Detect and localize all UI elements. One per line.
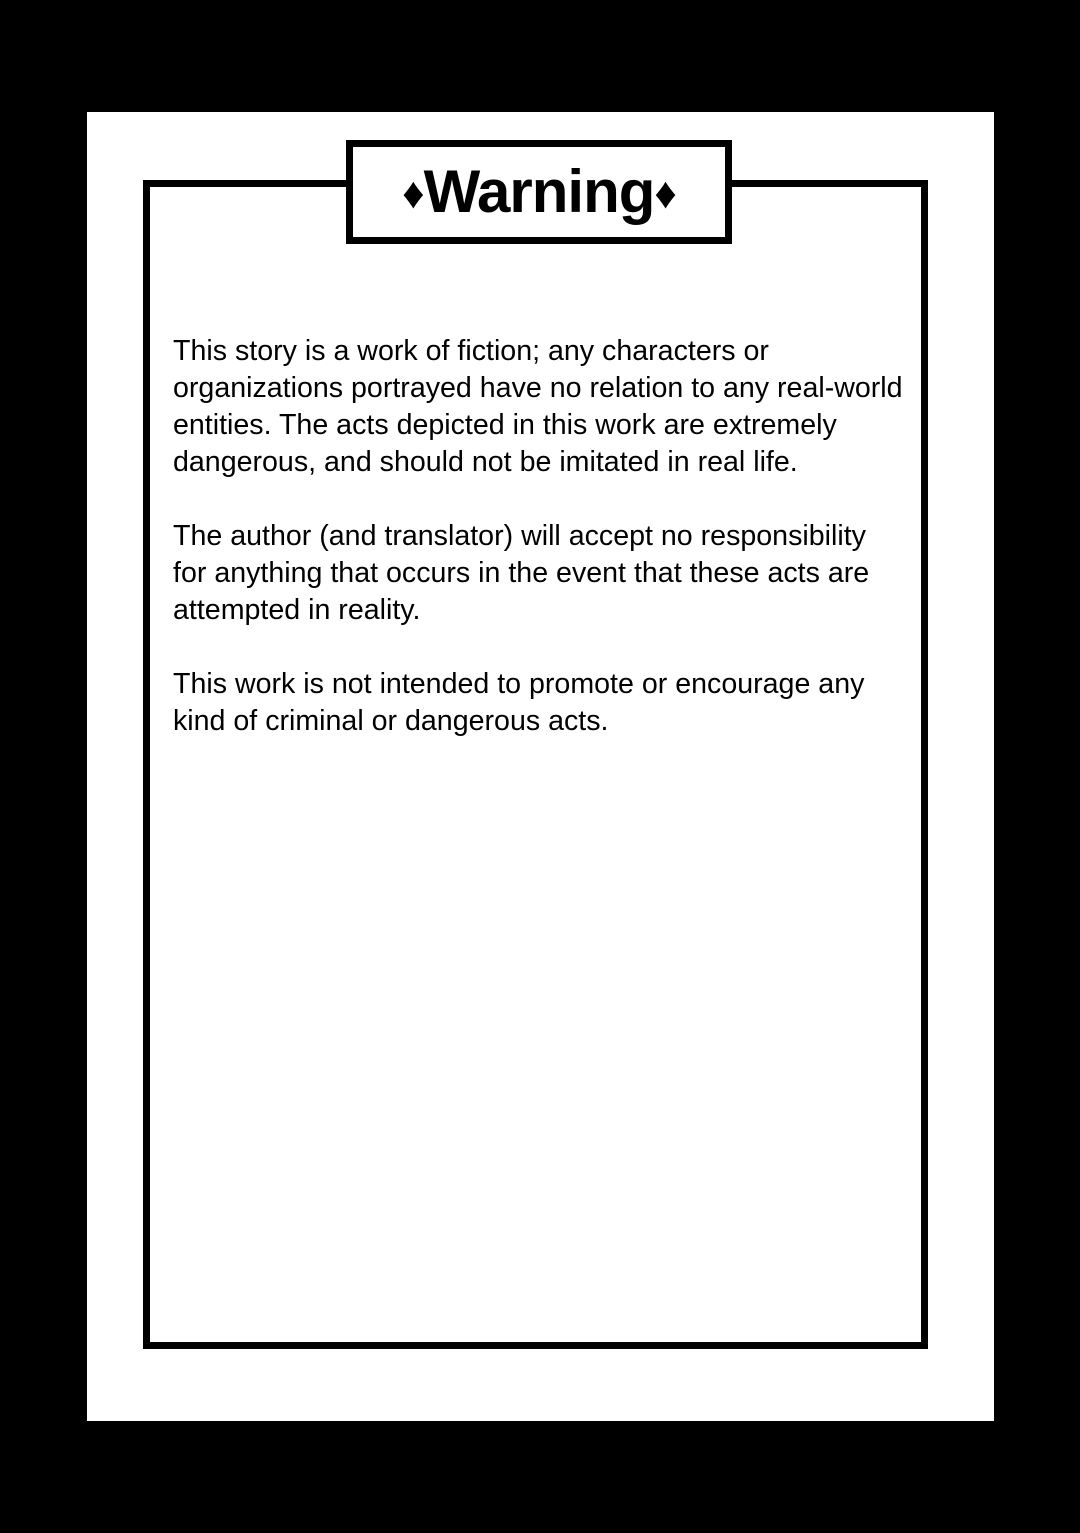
diamond-right-icon: ♦ xyxy=(654,169,676,218)
diamond-left-icon: ♦ xyxy=(402,169,424,218)
warning-body xyxy=(173,333,903,777)
responsibility-disclaimer-paragraph: The author (and translator) will accept no responsibility for anything that occurs in the event that these acts are attempted in reality. xyxy=(173,520,870,626)
warning-title-text: Warning xyxy=(423,158,655,225)
intent-disclaimer-paragraph: This work is not intended to promote or encourage any kind of criminal or dangerous acts. xyxy=(173,668,865,737)
warning-title xyxy=(402,158,676,225)
warning-title-box xyxy=(346,140,732,244)
fiction-disclaimer-paragraph: This story is a work of fiction; any characters or organizations portrayed have no relation to any real-world entities. The acts depicted in this work are extremely dangerous, and should not be imitated in real life. xyxy=(173,335,903,478)
